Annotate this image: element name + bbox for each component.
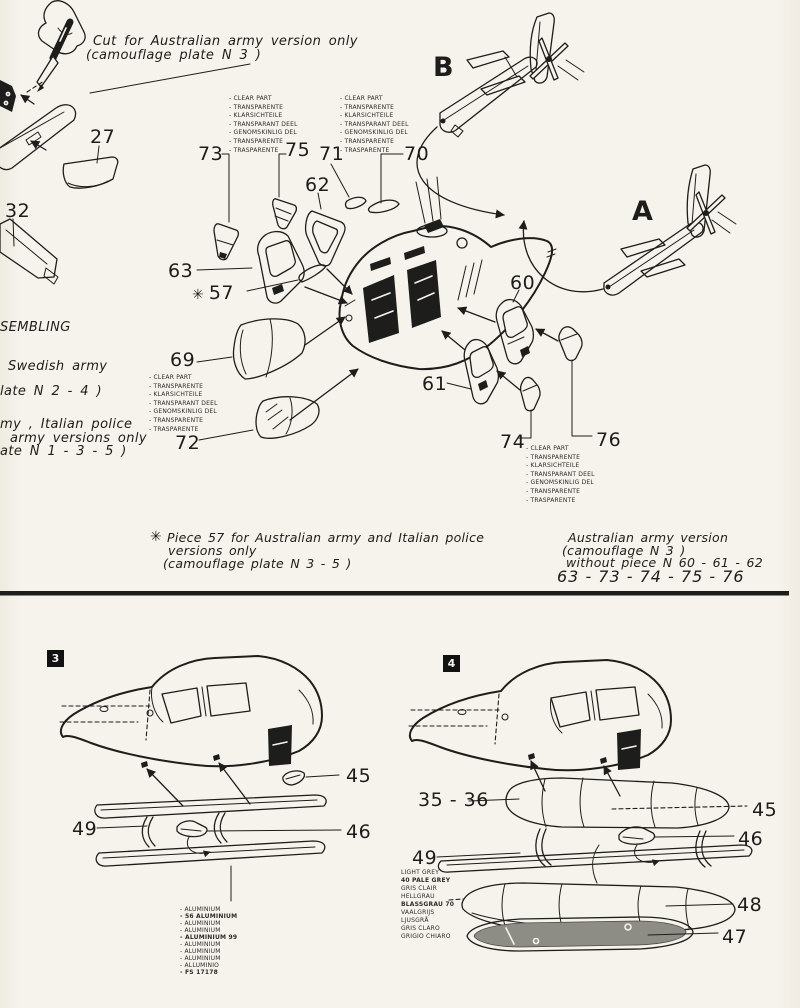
tail-boom-cut-part [0, 80, 76, 170]
step3-part-label-46: 46 [346, 821, 372, 843]
step4-part-label-45: 45 [752, 799, 778, 821]
star-note-line1: Piece 57 for Australian army and Italian police [167, 530, 485, 545]
list-line: - ALUMINIUM [180, 906, 237, 913]
list-line: - ALUMINIUM [180, 941, 237, 948]
list-line: - GENOMSKINLIG DEL [229, 129, 298, 138]
list-line: - TRANSPARANT DEEL [149, 400, 218, 409]
asterisk-icon: ✳ [192, 287, 204, 303]
part-73-window [214, 154, 238, 260]
list-line: - TRASPARENTE [229, 147, 298, 156]
clear-part-list-4 [526, 445, 595, 505]
list-line: - TRANSPARANT DEEL [340, 121, 409, 130]
step4-color-list [401, 869, 454, 941]
star-note-line3: (camouflage plate N 3 - 5 ) [163, 556, 352, 571]
list-line: 40 PALE GREY [401, 877, 451, 884]
clear-part-list-3 [149, 374, 218, 434]
part-70-strip [369, 154, 404, 213]
list-line: - TRANSPARENTE [149, 417, 218, 426]
list-line: - CLEAR PART [340, 95, 409, 104]
part-label-72: 72 [175, 432, 201, 454]
part-label-62: 62 [305, 174, 331, 196]
part-label-69: 69 [170, 349, 196, 371]
step4-part-label-49: 49 [412, 847, 438, 869]
list-line: - TRANSPARANT DEEL [526, 471, 595, 480]
list-line: - 56 ALUMINIUM [180, 913, 237, 920]
star-note-icon: ✳ [150, 529, 162, 545]
list-line: BLASSGRAU 70 [401, 901, 455, 908]
list-line: - TRANSPARENTE [149, 383, 218, 392]
part-60-door [458, 290, 533, 364]
part-76-pane [536, 327, 592, 436]
part-32-fin [0, 219, 58, 284]
list-line: - GENOMSKINLIG DEL [526, 479, 595, 488]
step3-part-label-49: 49 [72, 818, 98, 840]
part-71-strip [331, 164, 366, 209]
part-label-32: 32 [5, 200, 31, 222]
part-label-71: 71 [319, 143, 345, 165]
assembly-letter-a: A [632, 196, 653, 227]
list-line: - GENOMSKINLIG DEL [340, 129, 409, 138]
list-line: GRIS CLAIR [401, 885, 438, 892]
part-74-pane [497, 371, 540, 438]
part-61-door [442, 331, 498, 404]
step4-part-label-35-36: 35 - 36 [418, 789, 489, 811]
part-label-60: 60 [510, 272, 536, 294]
list-line: - ALUMINIUM [180, 920, 237, 927]
list-line: - ALLUMINIO [180, 962, 237, 969]
step4-badge: 4 [443, 655, 460, 672]
list-line: - KLARSICHTEILE [526, 462, 595, 471]
step4-helicopter [409, 660, 671, 770]
step3-color-list [180, 906, 237, 976]
part-label-74: 74 [500, 431, 526, 453]
list-line: - ALUMINIUM [180, 955, 237, 962]
step3-part-label-45: 45 [346, 765, 372, 787]
list-line: - KLARSICHTEILE [149, 391, 218, 400]
clear-part-list-2 [340, 95, 409, 155]
margin-note-versions-only: army versions only [10, 431, 148, 446]
list-line: - ALUMINIUM [180, 948, 237, 955]
star-note-line2: versions only [168, 543, 257, 558]
part-label-61: 61 [422, 373, 448, 395]
part-57-sliver [247, 265, 352, 294]
list-line: GRIS CLARO [401, 925, 440, 932]
list-line: - KLARSICHTEILE [340, 112, 409, 121]
part-label-57: ✳ 57 [192, 282, 235, 304]
list-line: - ALUMINIUM 99 [180, 934, 237, 941]
list-line: - TRANSPARENTE [526, 488, 595, 497]
list-line: - TRANSPARANT DEEL [229, 121, 298, 130]
list-line: - TRANSPARENTE [229, 104, 298, 113]
section-divider [0, 591, 789, 596]
step3-helicopter [60, 656, 322, 768]
list-line: GRIGIO CHIARO [401, 933, 451, 940]
step3-badge: 3 [47, 650, 64, 667]
cut-note-line2: (camouflage plate N 3 ) [86, 48, 262, 63]
list-line: - TRASPARENTE [149, 426, 218, 435]
assembly-letter-b: B [433, 52, 454, 83]
step4-part-label-46: 46 [738, 828, 764, 850]
step3-floats [95, 763, 341, 901]
list-line: VAALGRIJS [401, 909, 435, 916]
part-label-27: 27 [90, 126, 116, 148]
list-line: - TRANSPARENTE [340, 138, 409, 147]
tail-assembly-a [523, 165, 736, 295]
list-line: HELLGRAU [401, 893, 435, 900]
tail-assembly-b [417, 13, 584, 215]
part-75-window [273, 154, 297, 229]
aus-note-line4: 63 - 73 - 74 - 75 - 76 [557, 567, 745, 586]
list-line: - FS 17178 [180, 969, 237, 976]
margin-note-plate2: ate N 1 - 3 - 5 ) [0, 444, 127, 459]
list-line: - TRANSPARENTE [340, 104, 409, 113]
aus-note-line2: (camouflage N 3 ) [562, 543, 686, 558]
aus-note-line1: Australian army version [568, 530, 729, 545]
part-27-plate [63, 146, 118, 188]
list-line: - KLARSICHTEILE [229, 112, 298, 121]
list-line: - GENOMSKINLIG DEL [149, 408, 218, 417]
part-62-door-window [306, 193, 345, 266]
part-label-76: 76 [596, 429, 622, 451]
list-line: - TRASPARENTE [340, 147, 409, 156]
part-label-75: 75 [285, 139, 311, 161]
list-line: - CLEAR PART [149, 374, 218, 383]
part-72-nose-window [199, 369, 358, 440]
list-line: - ALUMINIUM [180, 927, 237, 934]
part-69-windscreen [197, 317, 345, 379]
part-label-73: 73 [198, 143, 224, 165]
margin-note-plate: late N 2 - 4 ) [0, 384, 102, 399]
list-line: - CLEAR PART [526, 445, 595, 454]
list-line: LJUSGRÅ [401, 917, 429, 924]
margin-note-swedish-army: Swedish army [8, 359, 108, 374]
list-line: - CLEAR PART [229, 95, 298, 104]
part-label-70: 70 [404, 143, 430, 165]
aus-note-line3: without piece N 60 - 61 - 62 [566, 555, 763, 570]
list-line: - TRANSPARENTE [526, 454, 595, 463]
margin-note-assembling: SEMBLING [0, 320, 71, 335]
list-line: - TRANSPARENTE [229, 138, 298, 147]
margin-note-italian-police: my , Italian police [0, 417, 133, 432]
step4-part-label-47: 47 [722, 926, 748, 948]
step4-part-label-48: 48 [737, 894, 763, 916]
part-label-63: 63 [168, 260, 194, 282]
list-line: - TRASPARENTE [526, 497, 595, 506]
cut-note-line1: Cut for Australian army version only [93, 34, 358, 49]
list-line: LIGHT GREY [401, 869, 440, 876]
